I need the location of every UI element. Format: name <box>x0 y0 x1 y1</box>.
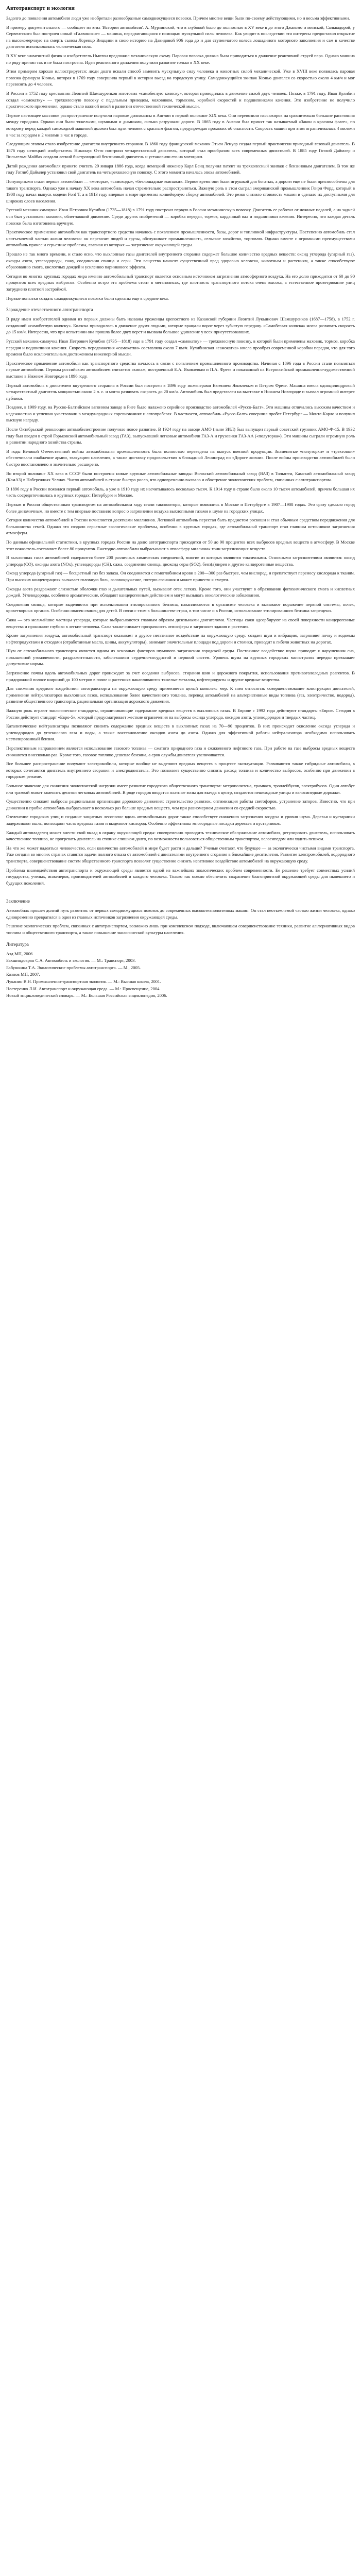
paragraph: Сажа — это мельчайшие частицы углерода, которые выбрасываются главным образом дизельными двигателями. Частицы сажи адсорбируют на своей поверхности канцерогенные вещества и проникают глубоко в легкие человека. Сажа также снижает прозрачность атмосферы и загрязняет здания и растения. <box>6 617 355 629</box>
paragraph: Во второй половине XX века в СССР были построены новые крупные автомобильные заводы: Волжский автомобильный завод (ВАЗ) в Тольятти, Камский автомобильный завод (КамАЗ) в Набережных Челнах. Число автомобилей в стране быстро росло, что одновременно вызвало и обострение экологических проблем, связанных с автотранспортом. <box>6 470 355 483</box>
paragraph: Большое значение для снижения экологической нагрузки имеет развитие городского общественного транспорта: метрополитена, трамваев, троллейбусов, электробусов. Один автобус или трамвай может заменить десятки легковых автомобилей. В ряде городов вводятся платные зоны для въезда в центр, создаются пешеходные улицы и велосипедные дорожки. <box>6 783 355 795</box>
paragraph: В XV веке знаменитый физик и изобретатель Ньютон предложил механическую схему. Паровая повозка должна была приводиться в движение реактивной струей пара. Однако машина по ряду причин так и не была построена. Идеи реактивного движения получили развитие только в XX веке. <box>6 53 355 65</box>
list-item: Луканин В.Н. Промышленно-транспортная экология. — М.: Высшая школа, 2001. <box>6 979 161 985</box>
section-heading-conclusion: Заключение <box>6 899 30 904</box>
paragraph: Популярными стали первые автомобили — «моторы», «самоходы», «безлошадные экипажи». Первое время они были игрушкой для богатых, а дороги еще не были приспособлены для такого транспорта. Однако уже к началу XX века автомобиль начал стремительно распространяться. Важную роль в этом сыграл американский промышленник Генри Форд, который в 1908 году начал выпуск модели Ford T, а в 1913 году впервые в мире применил конвейерную сборку автомобилей. Это резко снизило стоимость машин и сделало их доступными для широких слоев населения. <box>6 179 355 204</box>
paragraph: На что же может надеяться человечество, если количество автомобилей в мире будет расти и дальше? Ученые считают, что будущее — за экологически чистыми видами транспорта. Уже сегодня во многих странах ставятся задачи полного отказа от автомобилей с двигателями внутреннего сгорания в ближайшие десятилетия. Развитие электромобилей, водородного транспорта, совершенствование систем общественного транспорта позволят существенно снизить негативное воздействие автомобилей на окружающую среду. <box>6 845 355 863</box>
paragraph: В годы Великой Отечественной войны автомобильная промышленность была полностью переведена на выпуск военной продукции. Знаменитые «полуторки» и «трехтонки» обеспечивали снабжение армии, эвакуацию населения, а также доставку продовольствия в блокадный Ленинград по «Дороге жизни». После войны производство автомобилей было быстро восстановлено и значительно расширено. <box>6 448 355 467</box>
development-section <box>6 316 355 886</box>
paragraph: Автомобиль прошел долгий путь развития: от первых самодвижущихся повозок до современных высокотехнологичных машин. Он стал неотъемлемой частью жизни человека, однако одновременно превратился в один из главных источников загрязнения окружающей среды. <box>6 908 355 920</box>
paragraph: Следующим этапом стало изобретение двигателя внутреннего сгорания. В 1860 году французский механик Этьен Ленуар создал первый практически пригодный газовый двигатель. В 1876 году немецкий изобретатель Николаус Отто построил четырехтактный двигатель, который стал прообразом всех современных двигателей. В 1885 году Готлиб Даймлер и Вильгельм Майбах создали легкий быстроходный бензиновый двигатель и установили его на мотоцикл. <box>6 141 355 160</box>
article-page <box>0 0 361 1005</box>
paragraph: Проблема взаимодействия автотранспорта и окружающей среды является одной из важнейших экологических проблем современности. Ее решение требует совместных усилий государства, ученых, инженеров, производителей автомобилей и каждого человека. Только так можно обеспечить сохранение благоприятной окружающей среды для нынешнего и будущих поколений. <box>6 867 355 886</box>
paragraph: В примеру документального — сообщает из этих 'Истории автомобиля'. А. Мурзинский, что в глубокой было до полностью в XV веке в до этого Джакомо и минской, Сальвадорой, у Сервентского был построен новый «Галвинские» — машина, передвигающаяся с помощью мускульной силы человека. Как увидит в последствии эти интересы предоставил открытие на высокомерчную на смерть сыном Лоренцо Виццини в свою историю на Давидовой 906 года до и для ступенчатого колеса лошадиного моторного заполнения и сам в качестве двигателя использовалась человеческая сила. <box>6 24 355 49</box>
paragraph: Сегодня во многих крупных городах мира именно автомобильный транспорт является основным источником загрязнения атмосферного воздуха. На его долю приходится от 60 до 90 процентов всех вредных выбросов. Особенно остро эта проблема стоит в мегаполисах, где плотность транспортного потока очень высока, а естественное проветривание улиц затруднено плотной застройкой. <box>6 273 355 292</box>
paragraph: Первый автомобиль с двигателем внутреннего сгорания в России был построен в 1896 году инженерами Евгением Яковлевым и Петром Фрезе. Машина имела одноцилиндровый четырехтактный двигатель мощностью около 2 л. с. и могла развивать скорость до 20 км/ч. Автомобиль был представлен на выставке в Нижнем Новгороде и вызвал огромный интерес публики. <box>6 382 355 401</box>
paragraph: В ряду имен изобретателей одними из первых должны быть названы уроженцы крепостного из Казанской губернии Леонтий Лукьянович Шамшуренков (1687—1758), в 1752 г. создавший «самобеглую коляску». Коляска приводилась в движение двумя людьми, которые вращали ворот через зубчатую передачу. «Самобеглая коляска» могла развивать скорость до 15 км/ч. Интересно, что при испытании она прошла более двух верст и вызвала большое удивление у всех присутствовавших. <box>6 316 355 335</box>
paragraph: Датой рождения автомобиля принято считать 29 января 1886 года, когда немецкий инженер Карл Бенц получил патент на трехколесный экипаж с бензиновым двигателем. В том же году Готлиб Даймлер установил свой двигатель на четырехколесную повозку. С этого момента началась эпоха автомобилей. <box>6 163 355 175</box>
paragraph: В выхлопных газах автомобилей содержится более 200 различных химических соединений, многие из которых являются токсичными. Основными загрязнителями являются: оксид углерода (CO), оксиды азота (NOx), углеводороды (CH), сажа, соединения свинца, диоксид серы (SO2), бенз(а)пирен и другие канцерогенные вещества. <box>6 555 355 567</box>
list-item: Бабушкина Т.А. Экологические проблемы автотранспорта. — М., 2005. <box>6 964 141 970</box>
paragraph: По данным официальной статистики, в крупных городах России на долю автотранспорта приходится от 50 до 90 процентов всех выбросов вредных веществ в атмосферу. В Москве этот показатель составляет более 80 процентов. Ежегодно автомобили выбрасывают в атмосферу миллионы тонн загрязняющих веществ. <box>6 539 355 551</box>
list-item: Кознов МП, 2007. <box>6 972 40 977</box>
paragraph: В 1896 году в России появился первый автомобиль, а уже в 1910 году их насчитывалось несколько тысяч. К 1914 году в стране было около 10 тысяч автомобилей, причем большая их часть сосредоточивалась в крупных городах: Петербурге и Москве. <box>6 486 355 498</box>
paragraph: Этим примером хорошо иллюстрируется: люди долго искали способ заменить мускульную силу человека и животных силой механической. Уже в XVIII веке появилась паровая повозка француза Кюньо, которая в 1769 году совершила первый в истории выезд на городскую улицу. Самодвижущийся экипаж Кюньо двигался со скоростью около 4 км/ч и мог перевозить до 4 человек. <box>6 69 355 87</box>
section-heading-development: Зарождение отечественного автотранспорта <box>6 307 93 313</box>
paragraph: Каждый автовладелец может внести свой вклад в охрану окружающей среды: своевременно проводить техническое обслуживание автомобиля, регулировать двигатель, использовать качественное топливо, не прогревать двигатель на стоянке слишком долго, по возможности пользоваться общественным транспортом, велосипедом или ходить пешком. <box>6 829 355 842</box>
section-heading-literature: Литература <box>6 941 29 947</box>
paragraph: Практическое применение автомобиля как транспортного средства началось в связи с появлением промышленного производства. Начиная с 1896 года в России стали появляться первые автомобили. Первым российским автомобилем считается экипаж, построенный Е.А. Яковлевым и П.А. Фрезе и показанный на Всероссийской промышленно-художественной выставке в Нижнем Новгороде в 1896 году. <box>6 360 355 379</box>
list-item: Азд МП, 2006 <box>6 951 33 956</box>
intro-section <box>6 15 355 301</box>
paragraph: В России в 1752 году крестьянин Леонтий Шамшуренков изготовил «самобеглую коляску», которая приводилась в движение силой двух человек. Позже, в 1791 году, Иван Кулибин создал «самокатку» — трехколесную повозку с педальным приводом, маховиком, тормозом, коробкой скоростей и подшипниками качения. Это изобретение не получило практического применения, однако стало важной вехой в развитии отечественной технической мысли. <box>6 90 355 109</box>
paragraph: Оксиды азота раздражают слизистые оболочки глаз и дыхательных путей, вызывают отек легких. Кроме того, они участвуют в образовании фотохимического смога и кислотных дождей. Углеводороды, особенно ароматические, обладают канцерогенным действием и могут вызывать онкологические заболевания. <box>6 586 355 598</box>
section-divider <box>6 889 355 893</box>
paragraph: Первое настоящее массовое распространение получили паровые дилижансы в Англии в первой половине XIX века. Они перевозили пассажиров на сравнительно большие расстояния между городами. Однако они были тяжелыми, шумными и дымными, сильно разрушали дороги. В 1865 году в Англии был принят так называемый «Закон о красном флаге», по которому перед каждой самоходной машиной должен был идти человек с красным флагом, предупреждая прохожих об опасности. Скорость машин при этом ограничивалась 4 милями в час за городом и 2 милями в час в городе. <box>6 112 355 138</box>
paragraph: Русский механик-самоучка Иван Петрович Кулибин (1735—1818) еще в 1791 году создал «самокатку» — трехколесную повозку, в которой были применены маховик, тормоз, коробка передач и подшипники качения. Скорость передвижения «самокатки» составляла около 7 км/ч. Кулибинская «самокатка» имела прообраз современной коробки передач, что для того времени было исключительным достижением инженерной мысли. <box>6 338 355 357</box>
paragraph: Озеленение городских улиц и создание защитных лесополос вдоль автомобильных дорог также способствует снижению загрязнения воздуха и уровня шума. Деревья и кустарники задерживают пыль, поглощают часть вредных газов и выделяют кислород. Особенно эффективны многорядные посадки деревьев и кустарников. <box>6 814 355 826</box>
paragraph: Шум от автомобильного транспорта является одним из основных факторов шумового загрязнения городской среды. Постоянное воздействие шума приводит к нарушениям сна, повышенной утомляемости, раздражительности, заболеваниям сердечно-сосудистой и нервной систем. Уровень шума на крупных городских магистралях нередко превышает допустимые нормы. <box>6 648 355 667</box>
paragraph: Практическое применение автомобиля как транспортного средства началось с появлением промышленности, базы, дорог и топливной инфраструктуры. Постепенно автомобиль стал неотъемлемой частью жизни человека: он перевозит людей и грузы, обслуживает промышленность, сельское хозяйство, торговлю. Однако вместе с огромными преимуществами автомобиль принес и серьезные проблемы, главная из которых — загрязнение окружающей среды. <box>6 229 355 248</box>
paragraph: Задолго до появления автомобиля люди уже изобретали разнообразные самодвижущиеся повозки. Причем многие вещи были по-своему действующими, но и весьма эффективными. <box>6 15 350 21</box>
article-title: Автотранспорт и экология <box>6 5 75 11</box>
paragraph: Кроме загрязнения воздуха, автомобильный транспорт оказывает и другое негативное воздействие на окружающую среду: создает шум и вибрацию, загрязняет почву и водоемы нефтепродуктами и отходами (отработанные масла, шины, аккумуляторы), занимает значительные площади под дороги и стоянки, приводит к гибели животных на дорогах. <box>6 633 355 645</box>
paragraph: Важную роль играют экологические стандарты, ограничивающие содержание вредных веществ в выхлопных газах. В Европе с 1992 года действуют стандарты «Евро». Сегодня в России действует стандарт «Евро-5», который предусматривает жесткие ограничения на выбросы оксида углерода, оксидов азота, углеводородов и твердых частиц. <box>6 708 355 720</box>
literature-list <box>6 951 355 999</box>
list-item: Бахшиндоврян С.А. Автомобиль и экология. — М.: Транспорт, 2003. <box>6 958 136 963</box>
paragraph: Сегодня количество автомобилей в России исчисляется десятками миллионов. Легковой автомобиль перестал быть предметом роскоши и стал обычным средством передвижения для большинства семей. Однако это создало серьезные экологические проблемы, особенно в крупных городах, где автомобильный транспорт стал главным источником загрязнения атмосферы. <box>6 517 355 536</box>
paragraph: Первые попытки создать самодвижущиеся повозки были сделаны еще в средние века. <box>6 295 169 301</box>
paragraph: Для снижения вредного воздействия автотранспорта на окружающую среду применяется целый комплекс мер. К ним относятся: совершенствование конструкции двигателей, применение нейтрализаторов выхлопных газов, использование более качественного топлива, перевод автомобилей на альтернативные виды топлива (газ, электричество, водород), развитие общественного транспорта, рациональная организация дорожного движения. <box>6 686 355 704</box>
conclusion-section <box>6 907 355 936</box>
paragraph: Соединения свинца, которые выделяются при использовании этилированного бензина, накапливаются в организме человека и вызывают поражение нервной системы, почек, кроветворных органов. Особенно опасен свинец для детей. В связи с этим в большинстве стран, в том числе и в России, использование этилированного бензина запрещено. <box>6 601 355 614</box>
paragraph: Существенно снижает выбросы рациональная организация дорожного движения: строительство развязок, оптимизация работы светофоров, устранение заторов. Известно, что при движении в пробке автомобиль выбрасывает в несколько раз больше вредных веществ, чем при равномерном движении со средней скоростью. <box>6 799 355 810</box>
paragraph: После Октябрьской революции автомобилестроение получило новое развитие. В 1924 году на заводе АМО (ныне ЗИЛ) был выпущен первый советский грузовик АМО-Ф-15. В 1932 году был введен в строй Горьковский автомобильный завод (ГАЗ), выпускавший легковые автомобили ГАЗ-А и грузовики ГАЗ-АА («полуторка»). Эти машины сыграли огромную роль в развитии народного хозяйства страны. <box>6 427 355 445</box>
paragraph: Позднее, в 1909 году, на Русско-Балтийском вагонном заводе в Риге было налажено серийное производство автомобилей «Руссо-Балт». Эти машины отличались высоким качеством и надежностью и успешно участвовали в международных соревнованиях и автопробегах. В частности, автомобиль «Руссо-Балт» совершил пробег Петербург — Монте-Карло и получил высшую награду. <box>6 404 355 423</box>
paragraph: Каталитические нейтрализаторы позволяют снизить содержание вредных веществ в выхлопных газах на 70—90 процентов. В них происходит окисление оксида углерода и углеводородов до углекислого газа и воды, а также восстановление оксидов азота до азота. Однако для эффективной работы нейтрализатора необходимо использовать неэтилированный бензин. <box>6 723 355 742</box>
paragraph: Прошло не так много времени, и стало ясно, что выхлопные газы двигателей внутреннего сгорания содержат большое количество вредных веществ: оксид углерода (угарный газ), оксиды азота, углеводороды, сажу, соединения свинца и серы. Эти вещества наносят существенный вред здоровью человека, животным и растениям, а также способствуют образованию смога, кислотных дождей и усилению парникового эффекта. <box>6 251 355 270</box>
paragraph: Все большее распространение получают электромобили, которые вообще не выделяют вредных веществ в процессе эксплуатации. Развиваются также гибридные автомобили, в которых сочетаются двигатель внутреннего сгорания и электродвигатель. Это позволяет существенно снизить расход топлива и количество выбросов, особенно при движении в городском режиме. <box>6 761 355 779</box>
paragraph: Перспективным направлением является использование газового топлива — сжатого природного газа и сжиженного нефтяного газа. При работе на газе выбросы вредных веществ снижаются в несколько раз. Кроме того, газовое топливо дешевле бензина, а срок службы двигателя увеличивается. <box>6 745 355 757</box>
paragraph: Решение экологических проблем, связанных с автотранспортом, возможно лишь при комплексном подходе, включающем совершенствование техники, развитие альтернативных видов топлива и общественного транспорта, а также повышение экологической культуры населения. <box>6 923 355 936</box>
paragraph: Русский механик-самоучка Иван Петрович Кулибин (1735—1818) в 1791 году построил первую в России механическую повозку. Двигатель ее работал от ножных педалей, а на задней оси был установлен маховик, облегчавший движение. Среди других изобретений — коробка передач, тормоз, карданный вал и подшипники качения. Интересно, что каждая деталь повозки была изготовлена вручную. <box>6 207 355 226</box>
list-item: Новый энциклопедический словарь. — М.: Большая Российская энциклопедия, 2006. <box>6 993 167 998</box>
paragraph: Загрязнение почвы вдоль автомобильных дорог происходит за счет оседания выбросов, стирания шин и дорожного покрытия, использования противогололедных реагентов. В придорожной полосе шириной до 100 метров в почве и растениях накапливаются тяжелые металлы, нефтепродукты и другие вредные вещества. <box>6 670 355 682</box>
list-item: Нестеренко Л.И. Автотранспорт и окружающая среда. — М.: Просвещение, 2004. <box>6 986 161 991</box>
paragraph: Оксид углерода (угарный газ) — бесцветный газ без запаха. Он соединяется с гемоглобином крови в 200—300 раз быстрее, чем кислород, и препятствует переносу кислорода к тканям. При высоких концентрациях вызывает головную боль, головокружение, потерю сознания и может привести к смерти. <box>6 570 355 582</box>
paragraph: Первым в России общественным транспортом на автомобильном ходу стали таксомоторы, которые появились в Москве и Петербурге в 1907—1908 годах. Это сразу сделало город более динамичным, но вместе с тем впервые поставило вопрос о загрязнении воздуха выхлопными газами и шуме на городских улицах. <box>6 502 355 514</box>
